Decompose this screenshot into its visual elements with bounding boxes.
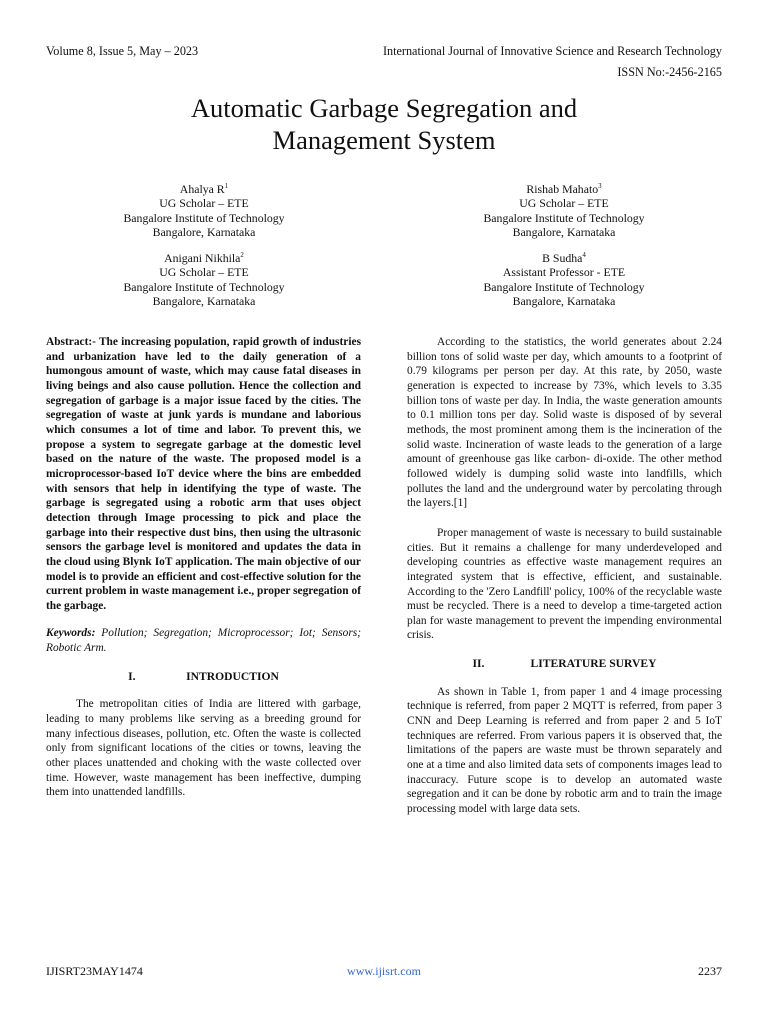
right-column	[407, 335, 722, 817]
author-institution: Bangalore Institute of Technology	[483, 279, 645, 294]
title-line-1: Automatic Garbage Segregation and	[190, 93, 578, 123]
author-institution: Bangalore Institute of Technology	[483, 210, 645, 225]
abstract	[46, 335, 361, 613]
author-role: UG Scholar – ETE	[159, 196, 249, 211]
author-block-1	[54, 182, 354, 240]
section-heading-literature-survey	[407, 657, 722, 672]
keywords	[46, 626, 361, 655]
author-affil-mark: 3	[598, 182, 602, 190]
author-affil-mark: 1	[224, 182, 229, 190]
author-name: Ahalya R	[179, 182, 225, 196]
literature-paragraph: As shown in Table 1, from paper 1 and 4 image processing technique is referred, from paper 2 MQTT is referred, from paper 3 CNN and Deep Learning is referred and from paper 2 and 5 IoT techniques are referred. From various papers it is observed that, the limitations of the papers are waste must be thrown separately and one at a time and also limited data sets of components images lead to inaccuracy. Future scope is to develop an automated waste segregation and it can be done by robotic arm and to train the image processing model with large data sets.	[407, 685, 722, 816]
author-name: Rishab Mahato	[526, 182, 599, 196]
author-affil-mark: 2	[240, 251, 244, 259]
author-location: Bangalore, Karnataka	[152, 225, 256, 240]
section-title: LITERATURE SURVEY	[530, 657, 657, 671]
author-role: UG Scholar – ETE	[159, 265, 249, 280]
keywords-label: Keywords:	[46, 627, 96, 640]
paper-title	[0, 92, 768, 156]
waste-management-paragraph: Proper management of waste is necessary to build sustainable cities. But it remains a challenge for many underdeveloped and developing countries as effective waste management requires an integrated system that is effective, efficient, and sustainable. According to the 'Zero Landfill' policy, 100% of the recyclable waste must be recycled. There is a need to develop a time-targeted action plan for waste management to prevent the impending environmental crisis.	[407, 526, 722, 642]
statistics-paragraph: According to the statistics, the world generates about 2.24 billion tons of solid waste per day, which amounts to a footprint of 0.79 kilograms per person per day. At this rate, by 2050, waste generation is expected to increase by 73%, which levels to 3.35 billion tons of waste per day. In India, the waste generation amounts to 0.1 million tons per day. Solid waste is disposed of by several methods, the most prominent among them is the incineration of the solid waste. Incineration of waste leads to the generation of a large amount of greenhouse gas like carbon- di-oxide. The other method followed widely is dumping solid waste into landfills, which pollutes the land and the underground water by percolating through the layers.[1]	[407, 336, 722, 510]
section-title: INTRODUCTION	[186, 669, 279, 683]
issn: ISSN No:-2456-2165	[617, 65, 722, 79]
author-block-4	[414, 251, 714, 309]
author-location: Bangalore, Karnataka	[512, 225, 616, 240]
title-line-2: Management System	[272, 125, 496, 155]
author-location: Bangalore, Karnataka	[152, 294, 256, 309]
section-number: I.	[128, 669, 136, 683]
journal-website-link[interactable]: www.ijisrt.com	[347, 964, 421, 978]
section-heading-introduction	[46, 670, 361, 685]
author-name: Anigani Nikhila	[164, 251, 241, 265]
author-role: UG Scholar – ETE	[519, 196, 609, 211]
intro-paragraph: The metropolitan cities of India are littered with garbage, leading to many problems like serving as a breeding ground for many infectious diseases, pollution, etc. Often the waste is collected only from significant locations of the cities or towns, leaving the other places unattended and choking with the waste collected over time. However, waste management has been ineffective, dumping them into unattended landfills.	[46, 698, 361, 799]
author-name: B Sudha	[542, 251, 583, 265]
left-column	[46, 335, 361, 800]
author-block-3	[414, 182, 714, 240]
author-block-2	[54, 251, 354, 309]
page-number: 2237	[698, 964, 722, 978]
author-institution: Bangalore Institute of Technology	[123, 210, 285, 225]
abstract-text: The increasing population, rapid growth of industries and urbanization have led to the daily generation of a humongous amount of waste, which may cause fatal diseases in living beings and also cause pollution. Hence the collection and segregation of garbage is a major issue faced by the cities. The segregation of waste at junk yards is mundane and laborious which consumes a lot of time and labor. To prevent this, we propose a system to segregate garbage at the domestic level based on the nature of the waste. The proposed model is a microprocessor-based IoT device where the bins are embedded with sensors that help in identifying the type of waste. The garbage is segregated using a robotic arm that uses object detection through Image processing to pick and place the garbage into their respective dust bins, then using the ultrasonic sensors the garbage level is monitored and updates the data in the cloud using Blynk IoT application. The main objective of our model is to provide an efficient and cost-effective solution for the current problem in waste management i.e., proper segregation of the garbage.	[46, 336, 361, 612]
author-institution: Bangalore Institute of Technology	[123, 279, 285, 294]
volume-issue: Volume 8, Issue 5, May – 2023	[46, 44, 199, 58]
author-affil-mark: 4	[582, 251, 586, 259]
paper-id: IJISRT23MAY1474	[46, 964, 143, 978]
journal-name: International Journal of Innovative Science and Research Technology	[382, 44, 722, 58]
author-role: Assistant Professor - ETE	[502, 265, 626, 280]
abstract-label: Abstract:-	[46, 336, 96, 348]
author-location: Bangalore, Karnataka	[512, 294, 616, 309]
keywords-text: Pollution; Segregation; Microprocessor; Iot; Sensors; Robotic Arm.	[46, 627, 361, 655]
section-number: II.	[472, 657, 485, 671]
